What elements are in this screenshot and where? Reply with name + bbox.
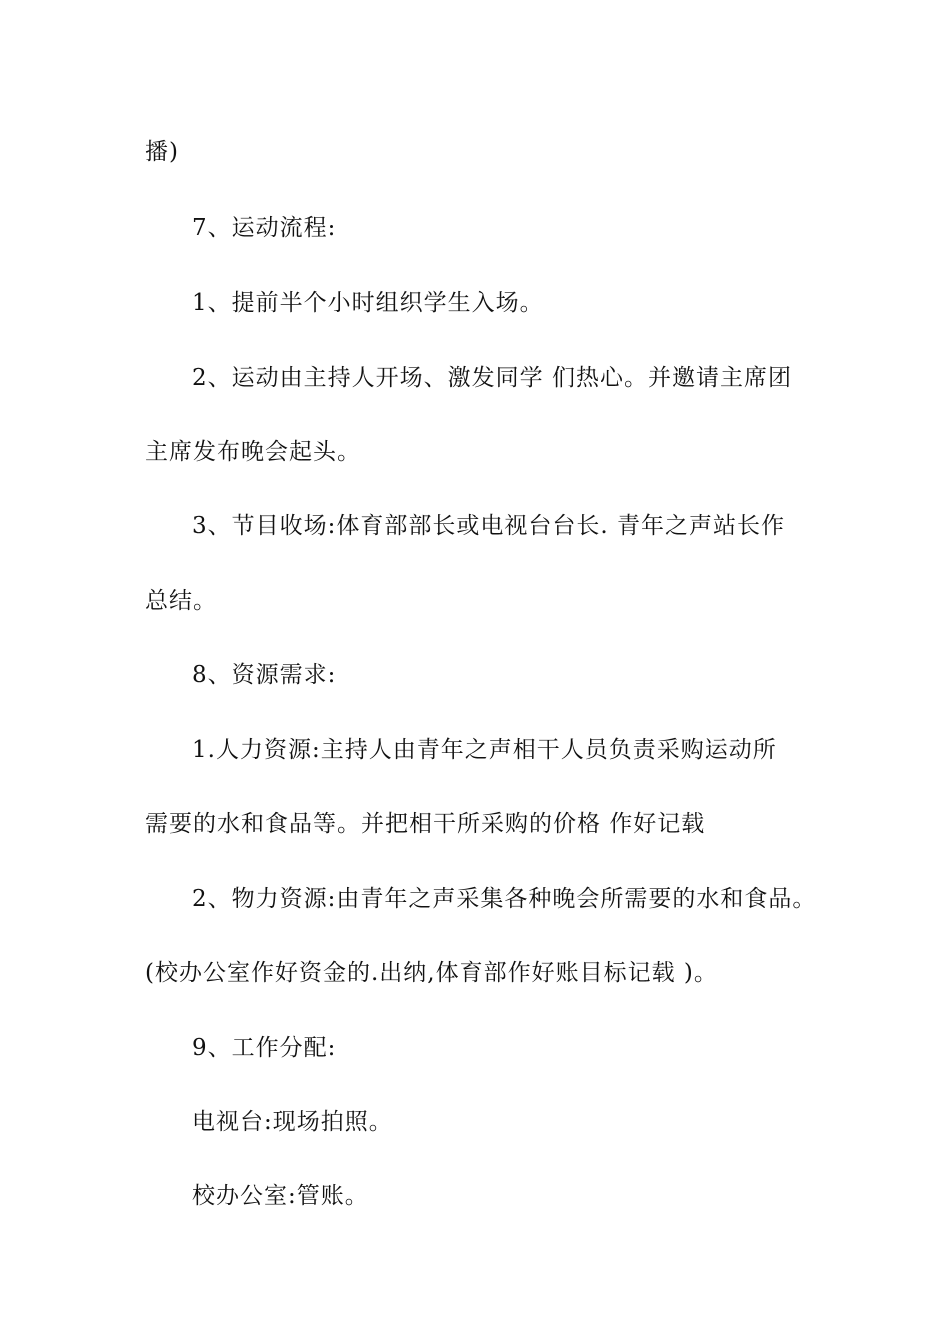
section-heading: 8、资源需求: — [192, 662, 337, 688]
list-item: 校办公室:管账。 — [192, 1183, 369, 1209]
list-item: 2、运动由主持人开场、激发同学 们热心。并邀请主席团 — [192, 365, 792, 391]
paragraph-line: 播) — [145, 139, 179, 165]
paragraph-line: 总结。 — [145, 588, 217, 614]
paragraph-line: (校办公室作好资金的.出纳,体育部作好账目标记载 )。 — [145, 960, 718, 986]
paragraph-line: 主席发布晚会起头。 — [145, 439, 361, 465]
list-item: 电视台:现场拍照。 — [192, 1109, 393, 1135]
section-heading: 9、工作分配: — [192, 1035, 337, 1061]
section-heading: 7、运动流程: — [192, 215, 337, 241]
paragraph-line: 需要的水和食品等。并把相干所采购的价格 作好记载 — [145, 811, 706, 837]
list-item: 1、提前半个小时组织学生入场。 — [192, 290, 544, 316]
list-item: 1.人力资源:主持人由青年之声相干人员负责采购运动所 — [192, 737, 777, 763]
list-item: 2、物力资源:由青年之声采集各种晚会所需要的水和食品。 — [192, 886, 817, 912]
list-item: 3、节目收场:体育部部长或电视台台长. 青年之声站长作 — [192, 513, 786, 539]
